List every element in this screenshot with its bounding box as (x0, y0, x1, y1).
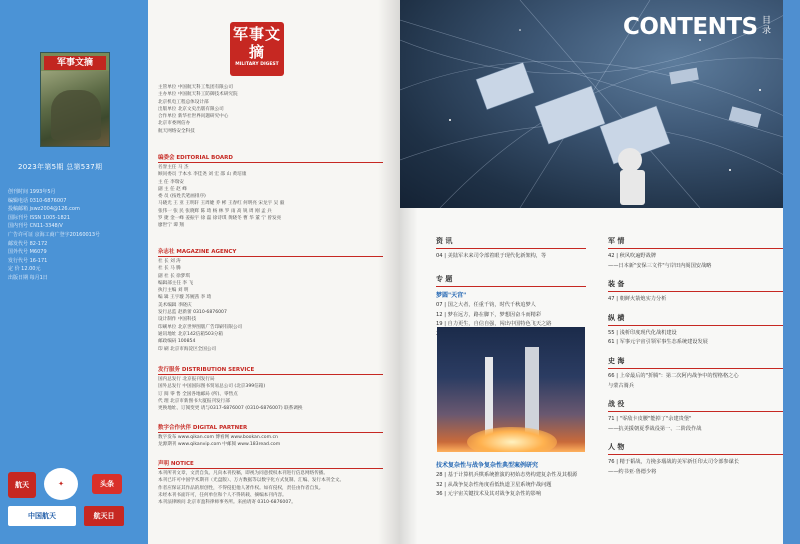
masthead-logo (230, 22, 284, 76)
contents-title-cn: 目录 (762, 16, 772, 36)
block-heading: 发行服务 DISTRIBUTION SERVICE (158, 366, 383, 375)
info-line: 出版单位 北京文史出版有限公司 (158, 106, 224, 112)
rocket-body (485, 357, 493, 437)
info-line: 执行主编 刘 明 (158, 288, 189, 294)
info-line: 廖世宁 谭 翔 (158, 223, 184, 229)
info-line: 合作单位 新华社世界问题研究中心 (158, 114, 229, 120)
info-line: 代 理 北京市新图书大厦报刊发行部 (158, 398, 230, 404)
masthead-subtitle: MILITARY DIGEST (235, 62, 279, 67)
cover-thumbnail (40, 52, 110, 147)
info-line: 未经本刊书面许可，任何单位和个人不得转载、摘编本刊内容。 (158, 492, 287, 498)
meta-line: 出版日期 每月1日 (8, 274, 48, 281)
toc-item[interactable]: 04 | 美陆军未来司令部着眼于现代化新架构，等 (436, 253, 547, 259)
toc-item[interactable]: 19 | 自力更生，自信自强，闯出中国特色飞天之路 (436, 321, 552, 328)
info-line: 作者应保证其作品的原创性，不得侵犯他人著作权。如有侵权，责任由作者自负。 (158, 485, 324, 491)
soldier-figure (51, 90, 101, 140)
publication-meta (8, 188, 143, 283)
info-line: 副 社 长 徐梦琪 (158, 273, 190, 279)
info-line: 社 长 刘 涛 (158, 259, 181, 264)
info-block-editorial-board (158, 154, 383, 230)
info-block-magazine-agency (158, 248, 383, 353)
info-line: 编 辑 王宇璇 苏婉茜 李 琦 (158, 295, 212, 301)
info-line: 龙源期刊 www.qikanvip.com 中邮阅 www.183read.com (158, 442, 281, 448)
info-line: 本刊所刊文章，文责自负。凡向本刊投稿，即视为同意授权本刊进行信息网络传播。 (158, 471, 328, 476)
info-line: 罗 捷 金一峰 姜振宇 徐 磊 徐诗琪 黄晓冬 曹 华 董 宁 曾发亮 (158, 216, 282, 222)
toc-section-heading: 军 情 (608, 236, 793, 249)
info-line: 编辑部主任 李 飞 (158, 280, 194, 286)
info-line: 社 长 马 腾 (158, 266, 181, 272)
masthead-title: 军事文摘 (232, 25, 281, 61)
toc-item[interactable]: 55 | 浅析印度现代化战机建设 (608, 329, 677, 336)
meta-line: 发行代号 16-171 (8, 257, 48, 264)
toc-item[interactable]: ——日本新"安保三文件"与岸田内阁国安战略 (608, 262, 712, 269)
meta-line: 邮发代号 82-172 (8, 240, 48, 247)
right-edge-strip (783, 0, 800, 544)
toc-section-heading: 人 物 (608, 442, 793, 455)
info-line: 马晓光 王 亚 王明轩 王周婕 乔 彬 王春红 何明亮 宋龙宇 吴 毅 (158, 201, 285, 207)
info-line: 国内总发行 北京报刊发行局 (158, 377, 215, 382)
toc-item[interactable]: 36 | 元宇宙关键技术及其对战争复杂性的影响 (436, 491, 542, 498)
block-heading: 声明 NOTICE (158, 460, 383, 469)
toc-section-heading: 资 讯 (436, 236, 586, 249)
meta-line: 国内刊号 CN11-3348/V (8, 223, 63, 230)
toc-item[interactable]: 07 | 国之大者，任重千钧，时代千秋追梦人 (436, 302, 536, 308)
block-heading: 编委会 EDITORIAL BOARD (158, 154, 383, 163)
info-line: 张伟一 张 民 张晓辉 陈 琦 杨 林 罗 雨 高 锐 周 刚 孟 兵 (158, 208, 272, 214)
toc-section-heading: 装 备 (608, 279, 793, 292)
toc-subheading: 技术复杂性与战争复杂性典型案例研究 (436, 462, 539, 469)
left-info-strip (0, 0, 148, 544)
info-line: 航天网络安全科技 (158, 128, 195, 134)
launch-tower (525, 347, 539, 439)
issue-number: 2023年第5期 总第537期 (18, 163, 103, 171)
toc-item[interactable]: 28 | 基于计算机兵棋系统推演的初始态势构建复杂性及其根源 (436, 472, 578, 478)
info-line: 邮政编码 100854 (158, 339, 196, 345)
rocket-launch-photo (437, 327, 585, 452)
toc-subheading: 梦圆"天宫" (436, 292, 467, 299)
toc-section-heading: 纵 横 (608, 313, 793, 326)
info-line: 委 员 (按姓氏笔画排序) (158, 194, 206, 200)
info-line: 名誉主任 马 杰 (158, 165, 189, 170)
meta-line: 编辑电话 0310-6876007 (8, 197, 67, 204)
toc-item[interactable]: 76 | 精于韬战，力挽多瑙战的美军新任印太司令部参谋长 (608, 459, 739, 466)
cover-image (41, 71, 109, 146)
info-line: 更换地址、订阅变更 请与0317-6876007 (0310-6876007) 联系调换 (158, 406, 303, 412)
info-line: 顾问委员 于本水 李佳尧 刘 宏 邵 山 黄培康 (158, 172, 247, 178)
info-line: 发行总监 赵新蕾 0310-6876007 (158, 310, 227, 316)
info-line: 国外总发行 中国国际图书贸易总公司 (北京399信箱) (158, 384, 266, 390)
logo-cnhangtian: 中国航天 (8, 506, 76, 526)
meta-line: 国际刊号 ISSN 1005-1821 (8, 214, 70, 221)
info-line: 主办单位 中国航天科工防御技术研究院 (158, 92, 238, 98)
block-heading: 杂志社 MAGAZINE AGENCY (158, 248, 383, 257)
toc-item[interactable]: 61 | 军事元宇宙引领军事生态系统建设发展 (608, 339, 708, 346)
toc-item[interactable]: ——约书亚·鲁德少将 (608, 468, 657, 475)
info-line: 印刷单位 北京世界图版广告印刷有限公司 (158, 324, 243, 330)
bird-logo-icon: ✦ (44, 468, 78, 500)
toc-section-heading: 专 题 (436, 274, 586, 287)
logo-toutiao: 头条 (92, 474, 122, 494)
info-line: 主管单位 中国航天科工集团有限公司 (158, 85, 233, 90)
toc-section-heading: 战 役 (608, 399, 793, 412)
toc-item[interactable]: 12 | 梦在远方，路在脚下，梦想因奋斗而精彩 (436, 311, 542, 318)
info-block-notice (158, 460, 383, 506)
toc-item[interactable]: ——抗美援朝夏季战役第一、二阶段作战 (608, 425, 702, 432)
info-line: 本刊法律顾问 北京市盈科律师事务所。来函请寄 0310-6876007。 (158, 500, 296, 506)
meta-line: 定 价 12.00元 (8, 266, 41, 273)
block-heading: 数字合作伙伴 DIGITAL PARTNER (158, 424, 383, 433)
meta-line: 创刊时间 1993年5月 (8, 189, 56, 195)
info-line: 数字发布 www.qikan.com 博看网 www.bookan.com.cn (158, 435, 278, 440)
logo-hangtianri: 航天日 (84, 506, 124, 526)
info-block-distribution (158, 366, 383, 412)
info-line: 印 刷 北京市海淀区全国公司 (158, 346, 217, 352)
toc-item[interactable]: 42 | 秋风吹遍野战牌 (608, 253, 656, 259)
info-line: 副 主 任 赵 峰 (158, 186, 187, 192)
contents-title: CONTENTS (623, 14, 758, 40)
info-line: 订 阅 零 售 全国各地邮局 (所)、零售点 (158, 391, 238, 397)
logo-hangtian: 航天 (8, 472, 36, 498)
toc-item[interactable]: 47 | 朝鲜火箭炮实力分析 (608, 296, 667, 303)
info-line: 美术编辑 李晓庆 (158, 302, 192, 308)
toc-item[interactable]: 66 | 上帝最后的"折腾"：第二次阿内战争中的愣格格之心 (608, 372, 739, 379)
cover-title: 军事文摘 (44, 56, 106, 70)
toc-complexity-section (436, 458, 586, 500)
toc-item[interactable]: 71 | "零敌卡皮腰"能掉了"余建贵堡" (608, 416, 692, 423)
toc-right-column (608, 228, 793, 478)
launch-plume (467, 427, 557, 452)
info-line: 设计制作 中国科技 (158, 317, 197, 323)
partner-logos (8, 468, 140, 532)
toc-news-section (436, 236, 586, 262)
info-line: 主 任 李瑞安 (158, 179, 184, 185)
meta-line: 广告许可证 京海工商广登字20160013号 (8, 231, 101, 238)
info-line: 北京机电工程总体设计部 (158, 99, 209, 105)
info-line: 通讯地址 北京142信箱503分箱 (158, 331, 223, 337)
toc-section-heading: 史 海 (608, 356, 793, 369)
info-block-digital-partner (158, 424, 383, 449)
meta-line: 投稿邮箱 jswz2004@126.com (8, 206, 80, 213)
info-block-sponsors (158, 84, 383, 135)
info-line: 本刊已许可中国学术期刊（光盘版）、万方数据等以数字化方式复制、汇编、发行本刊全文。 (158, 478, 345, 484)
meta-line: 国外代号 M6079 (8, 249, 47, 256)
toc-item[interactable]: 32 | 从战争复杂性角度看低轨道卫星系统作战问题 (436, 481, 552, 488)
toc-item[interactable]: 与蒙古骑兵 (608, 382, 634, 389)
info-line: 北京市委网信办 (158, 121, 191, 127)
